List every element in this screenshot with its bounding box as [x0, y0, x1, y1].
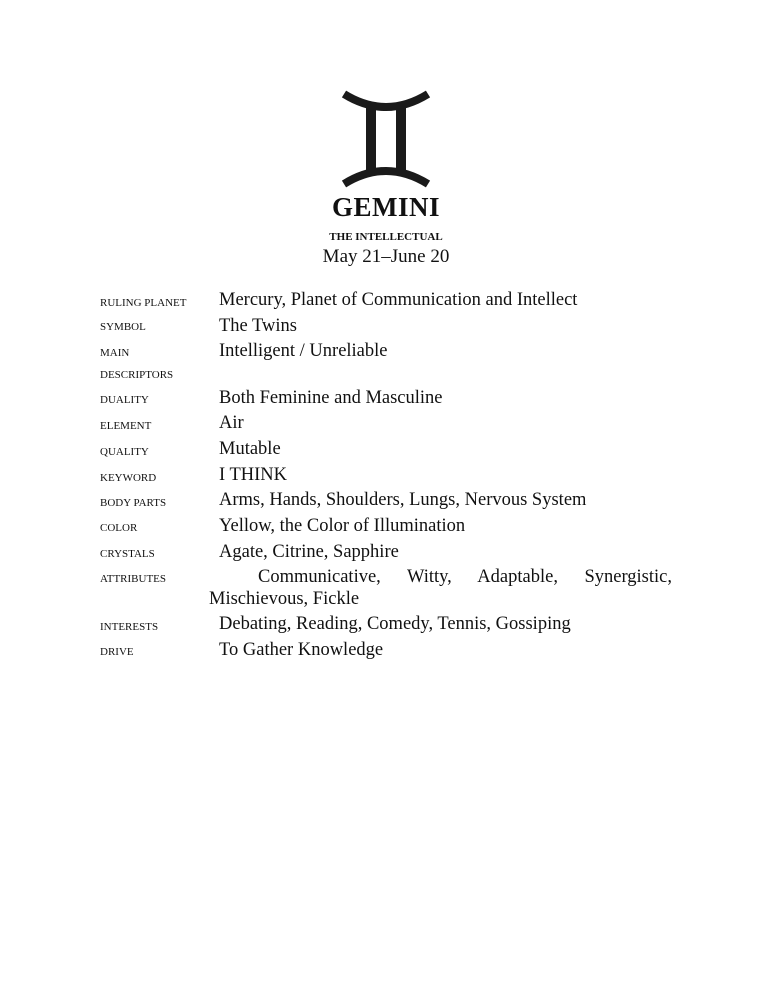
- attribute-value: I THINK: [219, 465, 287, 485]
- attribute-value: Agate, Citrine, Sapphire: [219, 542, 399, 562]
- attribute-value: Intelligent / Unreliable: [219, 341, 388, 361]
- attribute-value: Both Feminine and Masculine: [219, 388, 443, 408]
- attribute-value: Debating, Reading, Comedy, Tennis, Gossiping: [219, 614, 571, 634]
- attribute-value: Mutable: [219, 439, 281, 459]
- attribute-label: INTERESTS: [100, 621, 159, 633]
- attribute-value: Air: [219, 413, 244, 433]
- attribute-label: COLOR: [100, 522, 138, 534]
- attribute-label: DUALITY: [100, 394, 149, 406]
- page-title: GEMINI: [331, 192, 440, 222]
- page-subtitle: THE INTELLECTUAL: [329, 231, 443, 243]
- attribute-value: Arms, Hands, Shoulders, Lungs, Nervous System: [219, 490, 587, 510]
- attribute-value: The Twins: [219, 316, 298, 336]
- attribute-value-continued: Mischievous, Fickle: [209, 589, 360, 609]
- date-range: May 21–June 20: [322, 246, 450, 267]
- attribute-value: Mercury, Planet of Communication and Intellect: [219, 290, 578, 310]
- attribute-label: RULING PLANET: [100, 297, 187, 309]
- attribute-label: QUALITY: [100, 446, 149, 458]
- gemini-glyph-icon: [340, 90, 432, 188]
- attribute-label: DRIVE: [100, 646, 134, 658]
- attribute-label: BODY PARTS: [100, 497, 167, 509]
- attribute-label: ELEMENT: [100, 420, 152, 432]
- attribute-label: ATTRIBUTES: [100, 573, 166, 585]
- attribute-value: To Gather Knowledge: [219, 640, 384, 660]
- attribute-label: KEYWORD: [100, 472, 157, 484]
- attribute-label: CRYSTALS: [100, 548, 155, 560]
- attribute-label-continued: DESCRIPTORS: [100, 369, 174, 381]
- attribute-label: MAIN: [100, 347, 130, 359]
- attribute-label: SYMBOL: [100, 321, 146, 333]
- attribute-value: Communicative, Witty, Adaptable, Synergistic,: [258, 567, 672, 587]
- attribute-value: Yellow, the Color of Illumination: [219, 516, 466, 536]
